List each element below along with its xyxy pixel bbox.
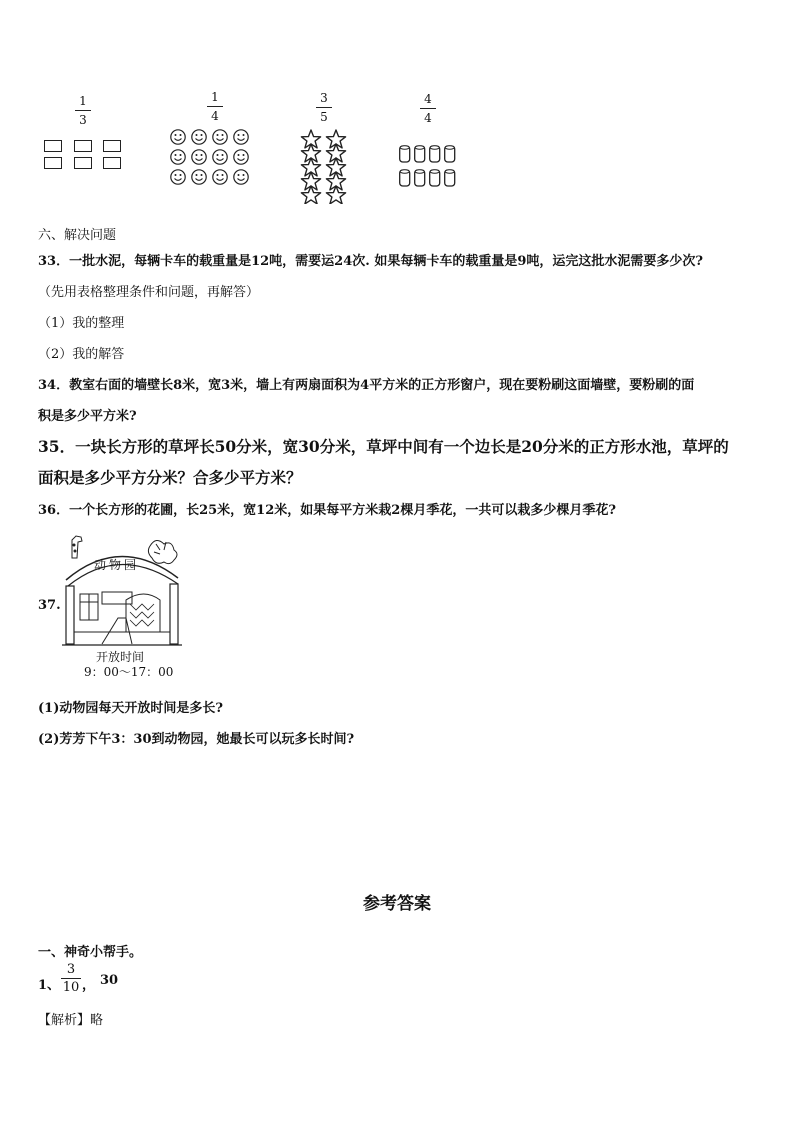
answer-section-1: 一、神奇小帮手。 bbox=[38, 945, 143, 960]
rectangle-shape bbox=[74, 140, 92, 152]
question-33-part2: （2）我的解答 bbox=[38, 347, 125, 362]
question-35-line1: 35．一块长方形的草坪长50分米，宽30分米，草坪中间有一个边长是20分米的正方形水池，草坪的 bbox=[38, 437, 729, 456]
fraction-bar bbox=[316, 107, 332, 108]
section-title-solve-problems: 六、解决问题 bbox=[38, 228, 117, 243]
answer-1-fraction bbox=[60, 962, 82, 995]
answer-1-value: 30 bbox=[100, 973, 119, 988]
trees bbox=[148, 540, 177, 563]
fraction-denominator: 4 bbox=[424, 111, 432, 125]
fraction-denominator: 5 bbox=[320, 110, 328, 124]
giraffe-icon bbox=[72, 536, 82, 558]
star-group bbox=[296, 128, 352, 204]
fraction-numerator: 3 bbox=[320, 91, 328, 105]
smiley-icon bbox=[171, 130, 185, 144]
smiley-icon bbox=[234, 170, 248, 184]
fraction-bar bbox=[420, 108, 436, 109]
zoo-hours-value: 9：00～17：00 bbox=[84, 665, 174, 679]
smiley-icon bbox=[234, 150, 248, 164]
smiley-group bbox=[168, 128, 254, 188]
zoo-hours-label: 开放时间 bbox=[96, 650, 145, 664]
smiley-icon bbox=[192, 170, 206, 184]
rectangle-shape bbox=[44, 140, 62, 152]
answer-1 bbox=[38, 962, 158, 1002]
fraction-one-quarter bbox=[205, 90, 225, 123]
answer-1-prefix: 1、 bbox=[38, 978, 61, 993]
question-34-line1: 34．教室右面的墙壁长8米，宽3米，墙上有两扇面积为4平方米的正方形窗户，现在要粉刷这面墙壁，要粉刷的面 bbox=[38, 378, 695, 393]
fraction-numerator: 4 bbox=[424, 92, 432, 106]
question-33-part1: （1）我的整理 bbox=[38, 316, 125, 331]
question-36: 36．一个长方形的花圃，长25米，宽12米，如果每平方米栽2棵月季花，一共可以栽多少棵月季花? bbox=[38, 503, 616, 518]
question-37-sub1: (1)动物园每天开放时间是多长? bbox=[38, 701, 223, 716]
question-34-line2: 积是多少平方米? bbox=[38, 409, 137, 424]
smiley-icon bbox=[234, 130, 248, 144]
fraction-one-third bbox=[73, 94, 93, 127]
fraction-numerator: 1 bbox=[211, 90, 219, 104]
fraction-bar bbox=[75, 110, 91, 111]
fraction-bar bbox=[61, 978, 81, 979]
smiley-icon bbox=[213, 150, 227, 164]
question-37-number: 37. bbox=[38, 598, 61, 613]
question-35-line2: 面积是多少平方分米？合多少平方米？ bbox=[38, 468, 302, 487]
cylinder-group bbox=[397, 142, 461, 192]
answer-key-title: 参考答案 bbox=[363, 894, 431, 914]
fraction-denominator: 4 bbox=[211, 109, 219, 123]
fraction-denominator: 3 bbox=[79, 113, 87, 127]
question-33-note: （先用表格整理条件和问题，再解答） bbox=[38, 285, 260, 300]
fraction-denominator: 10 bbox=[62, 980, 80, 995]
rectangle-shape bbox=[74, 157, 92, 169]
rectangle-shape bbox=[44, 157, 62, 169]
zoo-gate-illustration bbox=[62, 532, 182, 650]
rectangle-shape bbox=[103, 140, 121, 152]
fraction-numerator: 3 bbox=[66, 962, 76, 977]
smiley-icon bbox=[171, 170, 185, 184]
smiley-icon bbox=[213, 130, 227, 144]
rectangle-shape bbox=[103, 157, 121, 169]
question-33: 33．一批水泥，每辆卡车的载重量是12吨，需要运24次. 如果每辆卡车的载重量是9吨，运完这批水泥需要多少次? bbox=[38, 254, 703, 269]
smiley-icon bbox=[171, 150, 185, 164]
question-37-sub2: (2)芳芳下午3：30到动物园，她最长可以玩多长时间? bbox=[38, 732, 355, 747]
answer-1-separator: ， bbox=[82, 978, 96, 993]
zoo-sign-text: 动 物 园 bbox=[94, 558, 137, 572]
fraction-numerator: 1 bbox=[79, 94, 87, 108]
smiley-icon bbox=[192, 130, 206, 144]
smiley-icon bbox=[192, 150, 206, 164]
fraction-three-fifths bbox=[314, 91, 334, 124]
smiley-icon bbox=[213, 170, 227, 184]
fraction-four-quarters bbox=[418, 92, 438, 125]
answer-analysis: 【解析】略 bbox=[38, 1013, 104, 1028]
fraction-bar bbox=[207, 106, 223, 107]
